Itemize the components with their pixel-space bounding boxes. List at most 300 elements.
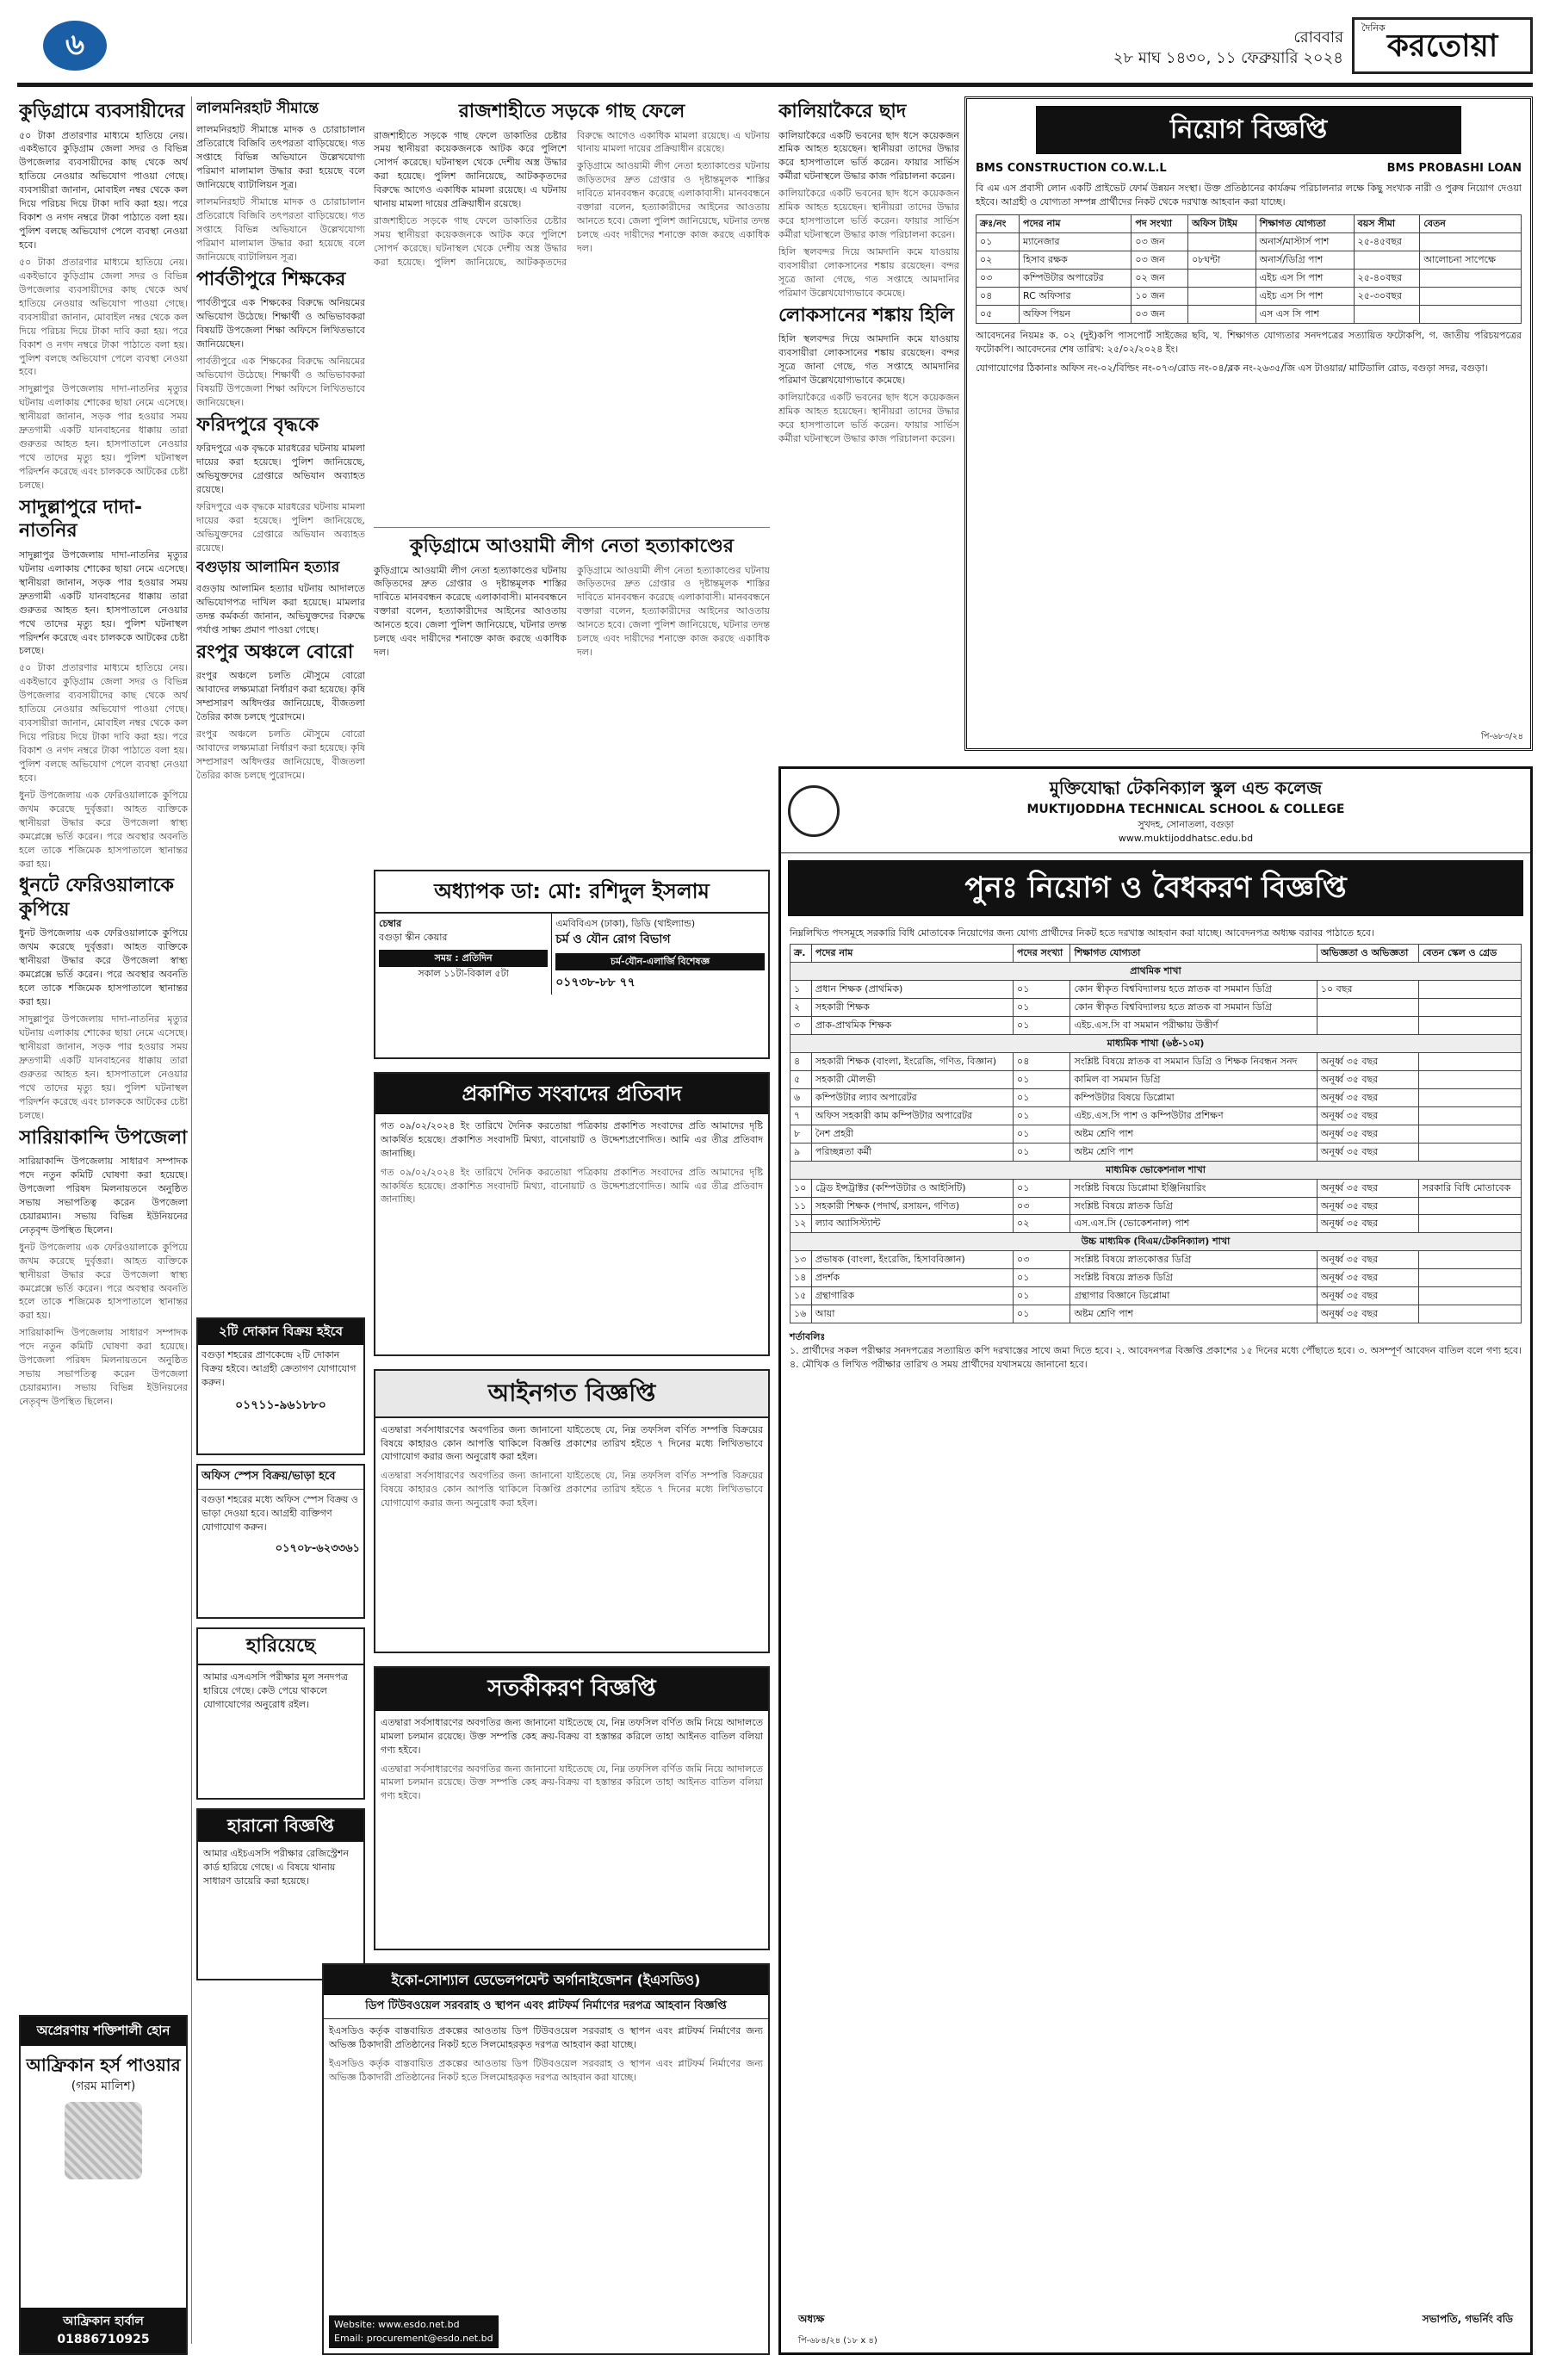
table-cell: ১১ bbox=[790, 1197, 812, 1215]
article-body: কালিয়াকৈরে একটি ভবনের ছাদ ধসে কয়েকজন শ্রমিক আহত হয়েছেন। স্থানীয়রা তাদের উদ্ধার করে হাসপাতালে ভর্তি করেন। ফায়ার সার্ভিস কর্মীরা ঘটনাস্থলে উদ্ধার কাজ পরিচালনা করেন। bbox=[778, 129, 959, 183]
table-row bbox=[790, 1197, 1522, 1215]
horse-illustration bbox=[65, 2102, 142, 2179]
table-cell: প্রাক-প্রাথমিক শিক্ষক bbox=[811, 1017, 1013, 1035]
table-cell: অনূর্ধ্ব ৩৫ বছর bbox=[1317, 1197, 1418, 1215]
table-cell: অনূর্ধ্ব ৩৫ বছর bbox=[1317, 1269, 1418, 1287]
signature-right: সভাপতি, গভর্নিং বডি bbox=[1422, 2312, 1513, 2325]
table-cell: অনূর্ধ্ব ৩৫ বছর bbox=[1317, 1106, 1418, 1125]
table-cell: RC অফিসার bbox=[1020, 287, 1132, 305]
column-header: পদ সংখ্যা bbox=[1132, 215, 1188, 233]
column-header: শিক্ষাগত যোগ্যতা bbox=[1256, 215, 1354, 233]
notice-body: এতদ্বারা সর্বসাধারণের অবগতির জন্য জানানো যাইতেছে যে, নিম্ন তফসিল বর্ণিত জমি নিয়ে আদালতে মামলা চলমান রয়েছে। উক্ত সম্পত্তি কেহ ক্রয়-বিক্রয় বা হস্তান্তর করিলে তাহা আইনত বাতিল বলিয়া গণ্য হইবে। bbox=[381, 1716, 763, 1756]
herbal-variant: (গরম মালিশ) bbox=[71, 2079, 136, 2093]
table-cell bbox=[1188, 270, 1256, 288]
table-cell: ০১ bbox=[976, 233, 1020, 251]
table-cell: ০১ bbox=[1014, 1017, 1070, 1035]
esdo-email[interactable]: Email: procurement@esdo.net.bd bbox=[334, 2333, 493, 2345]
table-row bbox=[790, 1053, 1522, 1071]
table-cell: ১৫ bbox=[790, 1287, 812, 1305]
notes-body: ১. প্রার্থীদের সকল পরীক্ষার সনদপত্রের সত্যায়িত কপি দরখাস্তের সাথে জমা দিতে হবে। ২. আবেদনপত্র বিজ্ঞপ্তি প্রকাশের ১৫ দিনের মধ্যে পৌঁছাতে হবে। ৩. অসম্পূর্ণ আবেদন বাতিল বলে গণ্য হবে। ৪. মৌখিক ও লিখিত পরীক্ষার তারিখ ও সময় প্রার্থীদের যথাসময়ে জানানো হবে। bbox=[790, 1345, 1522, 1370]
table-cell: সংশ্লিষ্ট বিষয়ে স্নাতক বা সমমান ডিগ্রি ও শিক্ষক নিবন্ধন সনদ bbox=[1070, 1053, 1317, 1071]
ad-tag: পি-৬৮৩/২৪ bbox=[1480, 731, 1523, 741]
table-row bbox=[976, 287, 1522, 305]
table-cell bbox=[1317, 999, 1418, 1017]
table-cell: পরিচ্ছন্নতা কর্মী bbox=[811, 1143, 1013, 1161]
ad-body: আমার এসএসসি পরীক্ষার মূল সনদপত্র হারিয়ে গেছে। কেউ পেয়ে থাকলে যোগাযোগের অনুরোধ রইল। bbox=[203, 1670, 349, 1710]
column-header: বেতন স্কেল ও গ্রেড bbox=[1418, 945, 1521, 963]
notice-footer: আবেদনের নিয়মঃ ক. ০২ (দুই)কপি পাসপোর্ট সাইজের ছবি, খ. শিক্ষাগত যোগ্যতার সনদপত্রের সত্যায়িত ফটোকপি, গ. জাতীয় পরিচয়পত্রের ফটোকপি। আবেদনের শেষ তারিখ: ২৫/০২/২০২৪ ইং। bbox=[976, 329, 1522, 355]
table-cell: এস এস সি পাশ bbox=[1256, 305, 1354, 323]
table-cell: ৮ bbox=[790, 1125, 812, 1143]
table-cell: আয়া bbox=[811, 1305, 1013, 1323]
article-body: ৫০ টাকা প্রতারণার মাধ্যমে হাতিয়ে নেয়। একইভাবে কুড়িগ্রাম জেলা সদর ও বিভিন্ন উপজেলার ব্যবসায়ীদের কাছ থেকে অর্থ হাতিয়ে নেওয়ার অভিযোগ পাওয়া গেছে। ব্যবসায়ীরা জানান, মোবাইল নম্বর থেকে কল দিয়ে পরিচয় দিয়ে টাকা দাবি করা হয়। পরে বিকাশ ও নগদ নম্বরে টাকা পাঠাতে বলা হয়। পুলিশ বলছে অভিযোগ পেলে ব্যবস্থা নেওয়া হবে। bbox=[19, 662, 188, 784]
herbal-ad bbox=[19, 2015, 188, 2355]
masthead-title: করতোয়া bbox=[1386, 27, 1498, 64]
ad-phone: ০১৭১১-৯৬১৮৮০ bbox=[235, 1398, 326, 1412]
doctor-ad bbox=[374, 870, 770, 1059]
table-cell: অনূর্ধ্ব ৩৫ বছর bbox=[1317, 1125, 1418, 1143]
table-cell: ০১ bbox=[1014, 1269, 1070, 1287]
news-column-4 bbox=[778, 96, 959, 751]
article-body: হিলি স্থলবন্দর দিয়ে আমদানি কমে যাওয়ায় ব্যবসায়ীরা লোকসানের শঙ্কায় রয়েছেন। বন্দর সূত্রে জানা গেছে, গত সপ্তাহে আমদানির পরিমাণ উল্লেখযোগ্যভাবে কমেছে। bbox=[778, 333, 959, 387]
herbal-product: আফ্রিকান হর্স পাওয়ার bbox=[26, 2054, 181, 2075]
page-number: ৬ bbox=[65, 28, 85, 63]
notice-body: এতদ্বারা সর্বসাধারণের অবগতির জন্য জানানো যাইতেছে যে, নিম্ন তফসিল বর্ণিত সম্পত্তি বিক্রয়ের বিষয়ে কাহারও কোন আপত্তি থাকিলে বিজ্ঞপ্তি প্রকাশের তারিখ হইতে ৭ দিনের মধ্যে লিখিতভাবে যোগাযোগ করার জন্য অনুরোধ করা হইল। bbox=[381, 1470, 763, 1509]
table-cell bbox=[1418, 1251, 1521, 1269]
table-cell bbox=[1354, 251, 1420, 270]
table-cell: ০১ bbox=[1014, 1143, 1070, 1161]
table-cell: এস.এস.সি (ভোকেশনাল) পাশ bbox=[1070, 1215, 1317, 1233]
article-body: কুড়িগ্রামে আওয়ামী লীগ নেতা হত্যাকাণ্ডের ঘটনায় জড়িতদের দ্রুত গ্রেপ্তার ও দৃষ্টান্তমূলক শাস্তির দাবিতে মানববন্ধন করেছে এলাকাবাসী। মানববন্ধনে বক্তারা বলেন, হত্যাকারীদের আইনের আওতায় আনতে হবে। জেলা পুলিশ জানিয়েছে, ঘটনার তদন্ত চলছে এবং দায়ীদের শনাক্তে কাজ করছে একাধিক দল। bbox=[374, 564, 567, 659]
doctor-department: চর্ম ও যৌন রোগ বিভাগ bbox=[555, 932, 671, 946]
ad-title: ২টি দোকান বিক্রয় হইবে bbox=[198, 1319, 363, 1345]
chamber-label: চেম্বার bbox=[379, 917, 402, 929]
masthead-logo bbox=[1352, 17, 1533, 74]
headline: বগুড়ায় আলামিন হত্যার bbox=[196, 558, 340, 576]
article-columns bbox=[374, 564, 770, 664]
table-row bbox=[790, 1251, 1522, 1269]
table-cell: অনার্স/ডিগ্রি পাশ bbox=[1256, 251, 1354, 270]
article-body: রংপুর অঞ্চলে চলতি মৌসুমে বোরো আবাদের লক্ষ্যমাত্রা নির্ধারণ করা হয়েছে। কৃষি সম্প্রসারণ অধিদপ্তর জানিয়েছে, বীজতলা তৈরির কাজ চলছে পুরোদমে। bbox=[196, 728, 365, 781]
headline: কুড়িগ্রামে আওয়ামী লীগ নেতা হত্যাকাণ্ডের bbox=[410, 536, 734, 557]
headline: রংপুর অঞ্চলে বোরো bbox=[196, 641, 354, 663]
clinic-name: বগুড়া স্কীন কেয়ার bbox=[379, 931, 448, 943]
notice-intro: বি এম এস প্রবাসী লোন একটি প্রাইভেট ফোর্ম উন্নয়ন সংস্থা। উক্ত প্রতিষ্ঠানের কার্যক্রম পরিচালনার লক্ষে কিছু সংখ্যক নারী ও পুরুষ নিয়োগ দেওয়া হইবে। আগ্রহী ও যোগ্যতা সম্পন্ন প্রার্থীদের নিকট থেকে দরখাস্ত আহবান করা যাচ্ছে। bbox=[976, 183, 1522, 208]
column-header: শিক্ষাগত যোগ্যতা bbox=[1070, 945, 1317, 963]
table-row bbox=[976, 305, 1522, 323]
table-cell bbox=[1420, 305, 1522, 323]
ad-body: বগুড়া শহরের মধ্যে অফিস স্পেস বিক্রয় ও ভাড়া দেওয়া হবে। আগ্রহী ব্যক্তিগণ যোগাযোগ করুন। bbox=[202, 1493, 358, 1533]
table-cell: কম্পিউটার বিষয়ে ডিপ্লোমা bbox=[1070, 1088, 1317, 1106]
page-number-badge bbox=[43, 21, 107, 71]
table-cell: সহকারী শিক্ষক (বাংলা, ইংরেজি, গণিত, বিজ্ঞান) bbox=[811, 1053, 1013, 1071]
table-cell: অনার্স/মাস্টার্স পাশ bbox=[1256, 233, 1354, 251]
ad-title: অফিস স্পেস বিক্রয়/ভাড়া হবে bbox=[198, 1466, 363, 1490]
article-body: সাদুল্লাপুর উপজেলায় দাদা-নাতনির মৃত্যুর ঘটনায় এলাকায় শোকের ছায়া নেমে এসেছে। স্থানীয়রা জানান, সড়ক পার হওয়ার সময় দ্রুতগামী একটি যানবাহনের ধাক্কায় তারা গুরুতর আহত হন। হাসপাতালে নেওয়ার পথে তাদের মৃত্যু হয়। পুলিশ ঘটনাস্থল পরিদর্শন করেছে এবং চালককে আটকের চেষ্টা চলছে। bbox=[19, 383, 188, 491]
article-body: বগুড়ায় আলামিন হত্যার ঘটনায় আদালতে অভিযোগপত্র দাখিল করা হয়েছে। মামলার তদন্ত কর্মকর্তা জানান, অভিযুক্তদের বিরুদ্ধে পর্যাপ্ত সাক্ষ্য প্রমাণ পাওয়া গেছে। bbox=[196, 582, 365, 635]
table-row bbox=[790, 981, 1522, 999]
table-cell: ০১ bbox=[1014, 981, 1070, 999]
day-label: রোববার bbox=[1293, 28, 1343, 46]
table-cell: ০২ জন bbox=[1132, 270, 1188, 288]
article-body: ফরিদপুরে এক বৃদ্ধকে মারধরের ঘটনায় মামলা দায়ের করা হয়েছে। পুলিশ জানিয়েছে, অভিযুক্তদের গ্রেপ্তারে অভিযান অব্যাহত রয়েছে। bbox=[196, 500, 365, 554]
ad-tag: পি-৬৮৪/২৪ (১৮ x ৪) bbox=[798, 2335, 877, 2346]
notice-title: সতর্কীকরণ বিজ্ঞপ্তি bbox=[375, 1668, 768, 1711]
tender-subtitle: ডিপ টিউবওয়েল সরবরাহ ও স্থাপন এবং প্লাটফর্ম নির্মাণের দরপত্র আহবান বিজ্ঞপ্তি bbox=[324, 1995, 768, 2019]
esdo-tender-notice bbox=[322, 1963, 770, 2355]
table-cell bbox=[1317, 1017, 1418, 1035]
table-cell: ৫ bbox=[790, 1070, 812, 1088]
recruitment-table bbox=[976, 214, 1522, 324]
table-cell: ৯ bbox=[790, 1143, 812, 1161]
table-cell: কম্পিউটার ল্যাব অপারেটর bbox=[811, 1088, 1013, 1106]
doctor-degree: এমবিবিএস (ঢাকা), ডিডি (থাইল্যান্ড) bbox=[555, 917, 696, 929]
table-cell: ২৫-৪৫বছর bbox=[1354, 233, 1420, 251]
college-name-en: MUKTIJODDHA TECHNICAL SCHOOL & COLLEGE bbox=[1026, 803, 1345, 816]
article-body: ফরিদপুরে এক বৃদ্ধকে মারধরের ঘটনায় মামলা দায়ের করা হয়েছে। পুলিশ জানিয়েছে, অভিযুক্তদের গ্রেপ্তারে অভিযান অব্যাহত রয়েছে। bbox=[196, 443, 365, 495]
table-cell: ১০ bbox=[790, 1179, 812, 1197]
lost-ad-1 bbox=[196, 1627, 365, 1800]
signature-left: অধ্যক্ষ bbox=[798, 2312, 825, 2325]
article-body: রাজশাহীতে সড়কে গাছ ফেলে ডাকাতির চেষ্টার সময় স্থানীয়রা কয়েকজনকে আটক করে পুলিশে সোপর্দ করেছে। ঘটনাস্থল থেকে দেশীয় অস্ত্র উদ্ধার করা হয়েছে। পুলিশ জানিয়েছে, আটককৃতদের বিরুদ্ধে আগেও একাধিক মামলা রয়েছে। এ ঘটনায় থানায় মামলা দায়ের প্রক্রিয়াধীন রয়েছে। bbox=[374, 129, 770, 268]
table-cell bbox=[1418, 1125, 1521, 1143]
column-header: বয়স সীমা bbox=[1354, 215, 1420, 233]
table-cell: ০১ bbox=[1014, 1088, 1070, 1106]
news-column-2 bbox=[196, 96, 365, 889]
headline: পার্বতীপুরে শিক্ষকের bbox=[196, 268, 346, 290]
table-cell: ০১ bbox=[1014, 1305, 1070, 1323]
table-cell: এইচ এস সি পাশ bbox=[1256, 287, 1354, 305]
table-cell: অনূর্ধ্ব ৩৫ বছর bbox=[1317, 1251, 1418, 1269]
table-cell: সহকারী শিক্ষক (পদার্থ, রসায়ন, গণিত) bbox=[811, 1197, 1013, 1215]
table-cell bbox=[1418, 1215, 1521, 1233]
article-body: রাজশাহীতে সড়কে গাছ ফেলে ডাকাতির চেষ্টার সময় স্থানীয়রা কয়েকজনকে আটক করে পুলিশে সোপর্দ করেছে। ঘটনাস্থল থেকে দেশীয় অস্ত্র উদ্ধার করা হয়েছে। পুলিশ জানিয়েছে, আটককৃতদের বিরুদ্ধে আগেও একাধিক মামলা রয়েছে। এ ঘটনায় থানায় মামলা দায়ের প্রক্রিয়াধীন রয়েছে। bbox=[374, 129, 567, 210]
org-left: BMS CONSTRUCTION CO.W.L.L bbox=[976, 161, 1167, 175]
office-rent-ad bbox=[196, 1464, 365, 1619]
ad-title: হারানো বিজ্ঞপ্তি bbox=[198, 1810, 363, 1842]
doctor-phone: ০১৭৩৮-৮৮ ৭৭ bbox=[555, 975, 636, 989]
lost-ad-2 bbox=[196, 1808, 365, 1980]
table-cell: কোন স্বীকৃত বিশ্ববিদ্যালয় হতে স্নাতক বা সমমান ডিগ্রি bbox=[1070, 999, 1317, 1017]
table-cell: ০৪ bbox=[1014, 1053, 1070, 1071]
table-cell bbox=[1420, 287, 1522, 305]
table-cell: অনূর্ধ্ব ৩৫ বছর bbox=[1317, 1070, 1418, 1088]
article-body: সাদুল্লাপুর উপজেলায় দাদা-নাতনির মৃত্যুর ঘটনায় এলাকায় শোকের ছায়া নেমে এসেছে। স্থানীয়রা জানান, সড়ক পার হওয়ার সময় দ্রুতগামী একটি যানবাহনের ধাক্কায় তারা গুরুতর আহত হন। হাসপাতালে নেওয়ার পথে তাদের মৃত্যু হয়। পুলিশ ঘটনাস্থল পরিদর্শন করেছে এবং চালককে আটকের চেষ্টা চলছে। bbox=[19, 1013, 188, 1121]
article-body: হিলি স্থলবন্দর দিয়ে আমদানি কমে যাওয়ায় ব্যবসায়ীরা লোকসানের শঙ্কায় রয়েছেন। বন্দর সূত্রে জানা গেছে, গত সপ্তাহে আমদানির পরিমাণ উল্লেখযোগ্যভাবে কমেছে। bbox=[778, 246, 959, 299]
table-cell: ২৫-৩০বছর bbox=[1354, 287, 1420, 305]
table-cell bbox=[1418, 1269, 1521, 1287]
table-cell bbox=[1188, 287, 1256, 305]
table-cell: ০৩ জন bbox=[1132, 305, 1188, 323]
table-cell: অফিস পিয়ন bbox=[1020, 305, 1132, 323]
column-header: ক্র. bbox=[790, 945, 812, 963]
news-column-1 bbox=[19, 96, 188, 2344]
table-cell: ট্রেড ইন্সট্রাক্টর (কম্পিউটার ও আইসিটি) bbox=[811, 1179, 1013, 1197]
article-body: লালমনিরহাট সীমান্তে মাদক ও চোরাচালান প্রতিরোধে বিজিবি তৎপরতা বাড়িয়েছে। গত সপ্তাহে বিভিন্ন অভিযানে উল্লেখযোগ্য পরিমাণ মালামাল উদ্ধার করা হয়েছে বলে জানিয়েছে ব্যাটালিয়ন সূত্র। bbox=[196, 195, 365, 263]
table-cell: হিসাব রক্ষক bbox=[1020, 251, 1132, 270]
college-table bbox=[790, 944, 1522, 1323]
table-cell bbox=[1418, 1143, 1521, 1161]
table-cell: সহকারী মৌলভী bbox=[811, 1070, 1013, 1088]
table-cell bbox=[1418, 999, 1521, 1017]
notice-body: এতদ্বারা সর্বসাধারণের অবগতির জন্য জানানো যাইতেছে যে, নিম্ন তফসিল বর্ণিত সম্পত্তি বিক্রয়ের বিষয়ে কাহারও কোন আপত্তি থাকিলে বিজ্ঞপ্তি প্রকাশের তারিখ হইতে ৭ দিনের মধ্যে লিখিতভাবে যোগাযোগ করার জন্য অনুরোধ করা হইল। bbox=[381, 1423, 763, 1463]
table-cell bbox=[1420, 270, 1522, 288]
section-row bbox=[790, 1035, 1522, 1053]
headline: সাদুল্লাপুরে দাদা-নাতনির bbox=[19, 496, 143, 542]
article-body: কালিয়াকৈরে একটি ভবনের ছাদ ধসে কয়েকজন শ্রমিক আহত হয়েছেন। স্থানীয়রা তাদের উদ্ধার করে হাসপাতালে ভর্তি করেন। ফায়ার সার্ভিস কর্মীরা ঘটনাস্থলে উদ্ধার কাজ পরিচালনা করেন। bbox=[778, 392, 959, 444]
table-cell: ০৪ bbox=[976, 287, 1020, 305]
table-cell: ৬ bbox=[790, 1088, 812, 1106]
table-cell: অনূর্ধ্ব ৩৫ বছর bbox=[1317, 1053, 1418, 1071]
table-cell: ০১ bbox=[1014, 1106, 1070, 1125]
table-row bbox=[976, 233, 1522, 251]
notice-body: গত ০৯/০২/২০২৪ ইং তারিখে দৈনিক করতোয়া পত্রিকায় প্রকাশিত সংবাদের প্রতি আমাদের দৃষ্টি আকর্ষিত হয়েছে। প্রকাশিত সংবাদটি মিথ্যা, বানোয়াট ও উদ্দেশ্যপ্রণোদিত। আমি এর তীব্র প্রতিবাদ জানাচ্ছি। bbox=[381, 1166, 763, 1205]
table-cell: অনূর্ধ্ব ৩৫ বছর bbox=[1317, 1088, 1418, 1106]
section-row bbox=[790, 1161, 1522, 1179]
headline: কুড়িগ্রামে ব্যবসায়ীদের bbox=[19, 101, 185, 122]
table-cell: গ্রন্থাগার বিজ্ঞানে ডিপ্লোমা bbox=[1070, 1287, 1317, 1305]
table-cell: ০৫ bbox=[976, 305, 1020, 323]
time-label: সময় : প্রতিদিন bbox=[379, 950, 548, 967]
chamber-time: সকাল ১১টা-বিকাল ৫টা bbox=[418, 967, 509, 979]
ad-title: হারিয়েছে bbox=[198, 1629, 363, 1665]
column-header: পদের নাম bbox=[811, 945, 1013, 963]
table-cell: ০৩ bbox=[1014, 1197, 1070, 1215]
notice-title: আইনগত বিজ্ঞপ্তি bbox=[375, 1371, 768, 1418]
header-rule bbox=[17, 83, 1533, 87]
ad-phone: ০১৭০৮-৬২৩৩৬১ bbox=[275, 1541, 360, 1555]
table-cell: ২৫-৪০বছর bbox=[1354, 270, 1420, 288]
table-cell: কামিল বা সমমান ডিগ্রি bbox=[1070, 1070, 1317, 1088]
table-cell: অষ্টম শ্রেণি পাশ bbox=[1070, 1143, 1317, 1161]
table-cell: অনূর্ধ্ব ৩৫ বছর bbox=[1317, 1215, 1418, 1233]
table-cell: ০১ bbox=[1014, 999, 1070, 1017]
table-row bbox=[790, 1305, 1522, 1323]
table-cell: এইচ.এস.সি পাশ ও কম্পিউটার প্রশিক্ষণ bbox=[1070, 1106, 1317, 1125]
college-logo-icon bbox=[788, 785, 840, 837]
table-cell: ল্যাব অ্যাসিস্ট্যান্ট bbox=[811, 1215, 1013, 1233]
table-cell: ০৩ bbox=[976, 270, 1020, 288]
notice-title: নিয়োগ বিজ্ঞপ্তি bbox=[1036, 106, 1461, 154]
notice-title: প্রকাশিত সংবাদের প্রতিবাদ bbox=[375, 1074, 768, 1114]
recruitment-notice bbox=[964, 96, 1533, 751]
college-name-bn: মুক্তিযোদ্ধা টেকনিক্যাল স্কুল এন্ড কলেজ bbox=[1049, 778, 1323, 798]
table-cell: ১ bbox=[790, 981, 812, 999]
table-cell: ৭ bbox=[790, 1106, 812, 1125]
table-cell: নৈশ প্রহরী bbox=[811, 1125, 1013, 1143]
table-cell: অনূর্ধ্ব ৩৫ বছর bbox=[1317, 1287, 1418, 1305]
article-body: সারিয়াকান্দি উপজেলায় সাধারণ সম্পাদক পদে নতুন কমিটি ঘোষণা করা হয়েছে। উপজেলা পরিষদ মিলনায়তনে অনুষ্ঠিত সভায় সভাপতিত্ব করেন উপজেলা চেয়ারম্যান। সভায় বিভিন্ন ইউনিয়নের নেতৃবৃন্দ উপস্থিত ছিলেন। bbox=[19, 1327, 188, 1407]
headline: লালমনিরহাট সীমান্তে bbox=[196, 100, 319, 117]
table-cell: অফিস সহকারী কাম কম্পিউটার অপারেটর bbox=[811, 1106, 1013, 1125]
org-title: ইকো-সোশ্যাল ডেভেলপমেন্ট অর্গানাইজেশন (ইএসডিও) bbox=[324, 1965, 768, 1995]
table-cell bbox=[1354, 305, 1420, 323]
table-cell bbox=[1188, 233, 1256, 251]
caution-notice bbox=[374, 1666, 770, 1950]
table-cell: অনূর্ধ্ব ৩৫ বছর bbox=[1317, 1179, 1418, 1197]
table-row bbox=[790, 1017, 1522, 1035]
column-header: অফিস টাইম bbox=[1188, 215, 1256, 233]
headline: ফরিদপুরে বৃদ্ধকে bbox=[196, 413, 319, 436]
table-row bbox=[790, 1106, 1522, 1125]
college-website[interactable]: www.muktijoddhatsc.edu.bd bbox=[1118, 833, 1254, 845]
table-cell bbox=[1420, 233, 1522, 251]
table-cell: অষ্টম শ্রেণি পাশ bbox=[1070, 1125, 1317, 1143]
table-cell: সংশ্লিষ্ট বিষয়ে স্নাতকোত্তর ডিগ্রি bbox=[1070, 1251, 1317, 1269]
table-cell: প্রদর্শক bbox=[811, 1269, 1013, 1287]
table-row bbox=[790, 1269, 1522, 1287]
column-divider bbox=[191, 96, 192, 2344]
table-cell: ১২ bbox=[790, 1215, 812, 1233]
table-cell: ০২ bbox=[976, 251, 1020, 270]
table-cell: ০১ bbox=[1014, 1287, 1070, 1305]
table-cell: ০২ bbox=[1014, 1215, 1070, 1233]
article-body: ধুনট উপজেলায় এক ফেরিওয়ালাকে কুপিয়ে জখম করেছে দুর্বৃত্তরা। আহত ব্যক্তিকে স্থানীয়রা উদ্ধার করে উপজেলা স্বাস্থ্য কমপ্লেক্সে ভর্তি করেন। পরে অবস্থার অবনতি হলে তাকে শজিমেক হাসপাতালে স্থানান্তর করা হয়। bbox=[19, 927, 188, 1008]
section-row bbox=[790, 1233, 1522, 1251]
doctor-name: অধ্যাপক ডা: মো: রশিদুল ইসলাম bbox=[375, 871, 768, 914]
table-cell: গ্রন্থাগারিক bbox=[811, 1287, 1013, 1305]
college-recruitment-notice bbox=[778, 766, 1533, 2355]
article-body: ৫০ টাকা প্রতারণার মাধ্যমে হাতিয়ে নেয়। একইভাবে কুড়িগ্রাম জেলা সদর ও বিভিন্ন উপজেলার ব্যবসায়ীদের কাছ থেকে অর্থ হাতিয়ে নেওয়ার অভিযোগ পাওয়া গেছে। ব্যবসায়ীরা জানান, মোবাইল নম্বর থেকে কল দিয়ে পরিচয় দিয়ে টাকা দাবি করা হয়। পরে বিকাশ ও নগদ নম্বরে টাকা পাঠাতে বলা হয়। পুলিশ বলছে অভিযোগ পেলে ব্যবস্থা নেওয়া হবে। bbox=[19, 256, 188, 378]
section-label: উচ্চ মাধ্যমিক (বিএম/টেকনিক্যাল) শাখা bbox=[790, 1233, 1522, 1251]
notes-title: শর্তাবলিঃ bbox=[790, 1331, 826, 1343]
table-row bbox=[790, 1070, 1522, 1088]
section-label: প্রাথমিক শাখা bbox=[790, 963, 1522, 981]
column-header: অভিজ্ঞতা ও অভিজ্ঞতা bbox=[1317, 945, 1418, 963]
article-body: ধুনট উপজেলায় এক ফেরিওয়ালাকে কুপিয়ে জখম করেছে দুর্বৃত্তরা। আহত ব্যক্তিকে স্থানীয়রা উদ্ধার করে উপজেলা স্বাস্থ্য কমপ্লেক্সে ভর্তি করেন। পরে অবস্থার অবনতি হলে তাকে শজিমেক হাসপাতালে স্থানান্তর করা হয়। bbox=[19, 1241, 188, 1322]
table-row bbox=[790, 1179, 1522, 1197]
tender-body: ইএসডিও কর্তৃক বাস্তবায়িত প্রকল্পের আওতায় ডিপ টিউবওয়েল সরবরাহ ও স্থাপন এবং প্লাটফর্ম নির্মাণের জন্য অভিজ্ঞ ঠিকাদারী প্রতিষ্ঠানের নিকট হতে সিলমোহরকৃত দরপত্র আহবান করা যাচ্ছে। bbox=[329, 2057, 763, 2083]
table-cell: ০৩ জন bbox=[1132, 251, 1188, 270]
table-cell: ০৩ bbox=[1014, 1251, 1070, 1269]
table-cell: সংশ্লিষ্ট বিষয়ে স্নাতক ডিগ্রি bbox=[1070, 1269, 1317, 1287]
table-cell: আলোচনা সাপেক্ষে bbox=[1420, 251, 1522, 270]
table-cell: এইচ এস সি পাশ bbox=[1256, 270, 1354, 288]
article-body: সারিয়াকান্দি উপজেলায় সাধারণ সম্পাদক পদে নতুন কমিটি ঘোষণা করা হয়েছে। উপজেলা পরিষদ মিলনায়তনে অনুষ্ঠিত সভায় সভাপতিত্ব করেন উপজেলা চেয়ারম্যান। সভায় বিভিন্ন ইউনিয়নের নেতৃবৃন্দ উপস্থিত ছিলেন। bbox=[19, 1156, 188, 1236]
table-cell: অনূর্ধ্ব ৩৫ বছর bbox=[1317, 1143, 1418, 1161]
table-cell: ১০ বছর bbox=[1317, 981, 1418, 999]
article-body: ধুনট উপজেলায় এক ফেরিওয়ালাকে কুপিয়ে জখম করেছে দুর্বৃত্তরা। আহত ব্যক্তিকে স্থানীয়রা উদ্ধার করে উপজেলা স্বাস্থ্য কমপ্লেক্সে ভর্তি করেন। পরে অবস্থার অবনতি হলে তাকে শজিমেক হাসপাতালে স্থানান্তর করা হয়। bbox=[19, 789, 188, 870]
table-row bbox=[976, 270, 1522, 288]
dateline bbox=[1113, 28, 1343, 70]
headline: রাজশাহীতে সড়কে গাছ ফেলে bbox=[458, 101, 685, 122]
table-cell bbox=[1418, 1197, 1521, 1215]
table-cell bbox=[1418, 1287, 1521, 1305]
column-header: বেতন bbox=[1420, 215, 1522, 233]
tender-body: ইএসডিও কর্তৃক বাস্তবায়িত প্রকল্পের আওতায় ডিপ টিউবওয়েল সরবরাহ ও স্থাপন এবং প্লাটফর্ম নির্মাণের জন্য অভিজ্ঞ ঠিকাদারী প্রতিষ্ঠানের নিকট হতে সিলমোহরকৃত দরপত্র আহবান করা যাচ্ছে। bbox=[329, 2025, 763, 2050]
table-row bbox=[790, 1215, 1522, 1233]
herbal-headline: অপ্রেরণায় শক্তিশালী হোন bbox=[21, 2017, 186, 2046]
table-cell: সহকারী শিক্ষক bbox=[811, 999, 1013, 1017]
ad-body: বগুড়া শহরের প্রাণকেন্দ্রে ২টি দোকান বিক্রয় হইবে। আগ্রহী ক্রেতাগণ যোগাযোগ করুন। bbox=[202, 1348, 356, 1388]
section-label: মাধ্যমিক ভোকেশনাল শাখা bbox=[790, 1161, 1522, 1179]
table-cell: সংশ্লিষ্ট বিষয়ে ডিপ্লোমা ইঞ্জিনিয়ারিং bbox=[1070, 1179, 1317, 1197]
article-body: কালিয়াকৈরে একটি ভবনের ছাদ ধসে কয়েকজন শ্রমিক আহত হয়েছেন। স্থানীয়রা তাদের উদ্ধার করে হাসপাতালে ভর্তি করেন। ফায়ার সার্ভিস কর্মীরা ঘটনাস্থলে উদ্ধার কাজ পরিচালনা করেন। bbox=[778, 188, 959, 241]
table-cell bbox=[1418, 1106, 1521, 1125]
table-cell: ০১ bbox=[1014, 1125, 1070, 1143]
date-label: ২৮ মাঘ ১৪৩০, ১১ ফেব্রুয়ারি ২০২৪ bbox=[1113, 49, 1343, 68]
college-address: সুখদহ, সোনাতলা, বগুড়া bbox=[1138, 819, 1234, 831]
article-body: কুড়িগ্রামে আওয়ামী লীগ নেতা হত্যাকাণ্ডের ঘটনায় জড়িতদের দ্রুত গ্রেপ্তার ও দৃষ্টান্তমূলক শাস্তির দাবিতে মানববন্ধন করেছে এলাকাবাসী। মানববন্ধনে বক্তারা বলেন, হত্যাকারীদের আইনের আওতায় আনতে হবে। জেলা পুলিশ জানিয়েছে, ঘটনার তদন্ত চলছে এবং দায়ীদের শনাক্তে কাজ করছে একাধিক দল। bbox=[577, 564, 770, 659]
notice-body: এতদ্বারা সর্বসাধারণের অবগতির জন্য জানানো যাইতেছে যে, নিম্ন তফসিল বর্ণিত জমি নিয়ে আদালতে মামলা চলমান রয়েছে। উক্ত সম্পত্তি কেহ ক্রয়-বিক্রয় বা হস্তান্তর করিলে তাহা আইনত বাতিল বলিয়া গণ্য হইবে। bbox=[381, 1763, 763, 1802]
news-column-3 bbox=[374, 96, 770, 536]
column-header: ক্রঃ/নং bbox=[976, 215, 1020, 233]
table-cell bbox=[1188, 305, 1256, 323]
section-label: মাধ্যমিক শাখা (৬ষ্ঠ-১০ম) bbox=[790, 1035, 1522, 1053]
table-cell: অষ্টম শ্রেণি পাশ bbox=[1070, 1305, 1317, 1323]
table-cell: ৪ bbox=[790, 1053, 812, 1071]
notice-body: গত ০৯/০২/২০২৪ ইং তারিখে দৈনিক করতোয়া পত্রিকায় প্রকাশিত সংবাদের প্রতি আমাদের দৃষ্টি আকর্ষিত হয়েছে। প্রকাশিত সংবাদটি মিথ্যা, বানোয়াট ও উদ্দেশ্যপ্রণোদিত। আমি এর তীব্র প্রতিবাদ জানাচ্ছি। bbox=[381, 1119, 763, 1159]
article-body: রংপুর অঞ্চলে চলতি মৌসুমে বোরো আবাদের লক্ষ্যমাত্রা নির্ধারণ করা হয়েছে। কৃষি সম্প্রসারণ অধিদপ্তর জানিয়েছে, বীজতলা তৈরির কাজ চলছে পুরোদমে। bbox=[196, 670, 365, 722]
legal-notice bbox=[374, 1369, 770, 1653]
masthead-small: দৈনিক bbox=[1361, 22, 1386, 34]
table-cell: ০৩ জন bbox=[1132, 233, 1188, 251]
table-cell: প্রভাষক (বাংলা, ইংরেজি, হিসাববিজ্ঞান) bbox=[811, 1251, 1013, 1269]
table-cell: প্রধান শিক্ষক (প্রাথমিক) bbox=[811, 981, 1013, 999]
table-cell: ৩ bbox=[790, 1017, 812, 1035]
table-cell bbox=[1418, 1305, 1521, 1323]
table-cell: কম্পিউটার অপারেটর bbox=[1020, 270, 1132, 288]
column-header: পদের নাম bbox=[1020, 215, 1132, 233]
article-body: পার্বতীপুরে এক শিক্ষকের বিরুদ্ধে অনিয়মের অভিযোগ উঠেছে। শিক্ষার্থী ও অভিভাবকরা বিষয়টি উপজেলা শিক্ষা অফিসে লিখিতভাবে জানিয়েছেন। bbox=[196, 297, 365, 350]
table-cell bbox=[1418, 981, 1521, 999]
article-body: কুড়িগ্রামে আওয়ামী লীগ নেতা হত্যাকাণ্ডের ঘটনায় জড়িতদের দ্রুত গ্রেপ্তার ও দৃষ্টান্তমূলক শাস্তির দাবিতে মানববন্ধন করেছে এলাকাবাসী। মানববন্ধনে বক্তারা বলেন, হত্যাকারীদের আইনের আওতায় আনতে হবে। জেলা পুলিশ জানিয়েছে, ঘটনার তদন্ত চলছে এবং দায়ীদের শনাক্তে কাজ করছে একাধিক দল। bbox=[577, 160, 770, 254]
college-intro: নিম্নলিখিত পদসমূহে সরকারি বিধি মোতাবেক নিয়োগের জন্য যোগ্য প্রার্থীদের নিকট হতে দরখাস্ত আহবান করা যাচ্ছে। আবেদনপত্র অধ্যক্ষ বরাবর পাঠাতে হবে। bbox=[790, 927, 1374, 939]
table-cell: সংশ্লিষ্ট বিষয়ে স্নাতক ডিগ্রি bbox=[1070, 1197, 1317, 1215]
herbal-phone: আফ্রিকান হার্বাল 01886710925 bbox=[21, 2308, 186, 2353]
article-body: লালমনিরহাট সীমান্তে মাদক ও চোরাচালান প্রতিরোধে বিজিবি তৎপরতা বাড়িয়েছে। গত সপ্তাহে বিভিন্ন অভিযানে উল্লেখযোগ্য পরিমাণ মালামাল উদ্ধার করা হয়েছে বলে জানিয়েছে ব্যাটালিয়ন সূত্র। bbox=[196, 124, 365, 190]
table-cell: ১৪ bbox=[790, 1269, 812, 1287]
esdo-website[interactable]: Website: www.esdo.net.bd bbox=[334, 2319, 460, 2331]
article-body: পার্বতীপুরে এক শিক্ষকের বিরুদ্ধে অনিয়মের অভিযোগ উঠেছে। শিক্ষার্থী ও অভিভাবকরা বিষয়টি উপজেলা শিক্ষা অফিসে লিখিতভাবে জানিয়েছেন। bbox=[196, 355, 365, 408]
article-columns bbox=[374, 129, 770, 270]
table-cell: ০১ bbox=[1014, 1070, 1070, 1088]
headline: ধুনটে ফেরিওয়ালাকে কুপিয়ে bbox=[19, 875, 174, 920]
table-row bbox=[790, 1125, 1522, 1143]
table-cell: ০১ bbox=[1014, 1179, 1070, 1197]
table-cell bbox=[1418, 1017, 1521, 1035]
headline: লোকসানের শঙ্কায় হিলি bbox=[778, 304, 955, 326]
table-cell: ১০ জন bbox=[1132, 287, 1188, 305]
column-header: পদের সংখ্যা bbox=[1014, 945, 1070, 963]
table-cell: সরকারি বিধি মোতাবেক bbox=[1418, 1179, 1521, 1197]
protest-notice bbox=[374, 1072, 770, 1356]
table-cell: কোন স্বীকৃত বিশ্ববিদ্যালয় হতে স্নাতক বা সমমান ডিগ্রি bbox=[1070, 981, 1317, 999]
college-notice-title: পুনঃ নিয়োগ ও বৈধকরণ বিজ্ঞপ্তি bbox=[788, 860, 1523, 916]
table-cell: ১৬ bbox=[790, 1305, 812, 1323]
org-right: BMS PROBASHI LOAN bbox=[1386, 161, 1522, 175]
table-cell: ম্যানেজার bbox=[1020, 233, 1132, 251]
headline: কালিয়াকৈরে ছাদ bbox=[778, 101, 907, 122]
table-cell: ২ bbox=[790, 999, 812, 1017]
table-cell: ১৩ bbox=[790, 1251, 812, 1269]
table-cell: এইচ.এস.সি বা সমমান পরীক্ষায় উত্তীর্ণ bbox=[1070, 1017, 1317, 1035]
news-column-3b bbox=[374, 527, 770, 889]
table-cell bbox=[1418, 1053, 1521, 1071]
table-cell: ০৮ঘন্টা bbox=[1188, 251, 1256, 270]
table-row bbox=[790, 1088, 1522, 1106]
ad-body: আমার এইচএসসি পরীক্ষার রেজিস্ট্রেশন কার্ড হারিয়ে গেছে। এ বিষয়ে থানায় সাধারণ ডায়েরি করা হয়েছে। bbox=[203, 1848, 349, 1887]
table-row bbox=[790, 1143, 1522, 1161]
notice-address: যোগাযোগের ঠিকানাঃ অফিস নং-০২/বিল্ডিং নং-০৭৩/রোড নং-০৪/ব্লক নং-২৬৩৫/জি এস টাওয়ার/ মাটিডালি রোড, বগুড়া সদর, বগুড়া। bbox=[976, 362, 1488, 374]
table-cell bbox=[1418, 1070, 1521, 1088]
doctor-specialty: চর্ম-যৌন-এলার্জি বিশেষজ্ঞ bbox=[555, 953, 765, 970]
article-body: ৫০ টাকা প্রতারণার মাধ্যমে হাতিয়ে নেয়। একইভাবে কুড়িগ্রাম জেলা সদর ও বিভিন্ন উপজেলার ব্যবসায়ীদের কাছ থেকে অর্থ হাতিয়ে নেওয়ার অভিযোগ পাওয়া গেছে। ব্যবসায়ীরা জানান, মোবাইল নম্বর থেকে কল দিয়ে পরিচয় দিয়ে টাকা দাবি করা হয়। পরে বিকাশ ও নগদ নম্বরে টাকা পাঠাতে বলা হয়। পুলিশ বলছে অভিযোগ পেলে ব্যবস্থা নেওয়া হবে। bbox=[19, 129, 188, 251]
table-row bbox=[790, 999, 1522, 1017]
table-cell: অনূর্ধ্ব ৩৫ বছর bbox=[1317, 1305, 1418, 1323]
table-cell bbox=[1418, 1088, 1521, 1106]
headline: সারিয়াকান্দি উপজেলা bbox=[19, 1126, 188, 1149]
